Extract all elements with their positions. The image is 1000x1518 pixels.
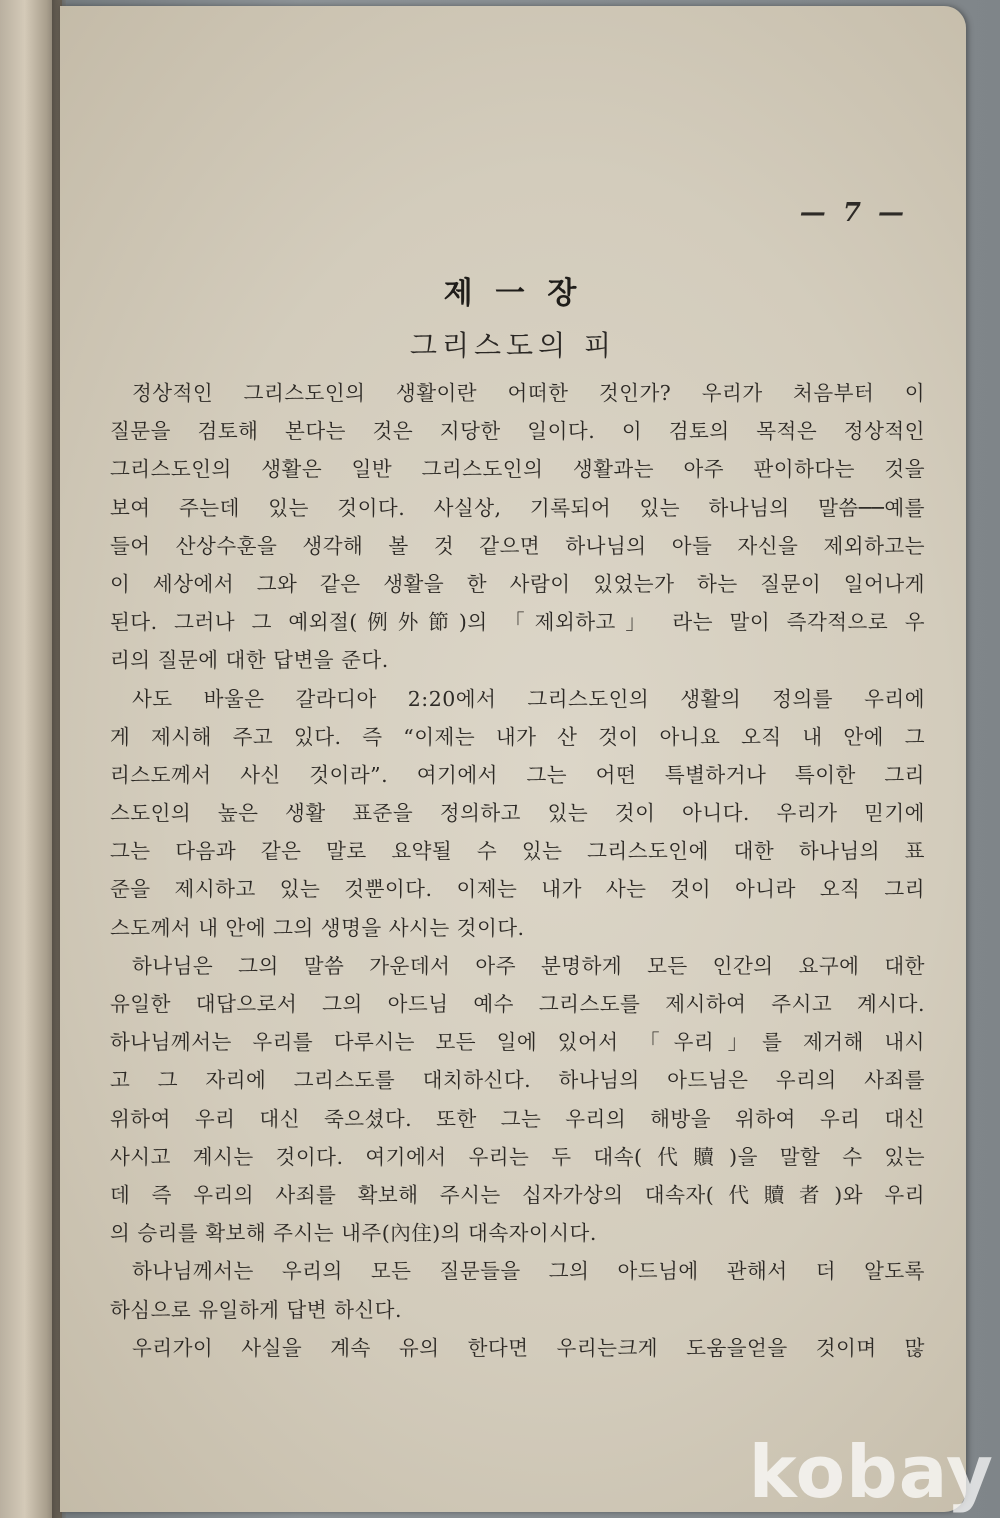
text-line: 보여 주는데 있는 것이다. 사실상, 기록되어 있는 하나님의 말씀──예를 — [110, 495, 925, 520]
kobay-watermark: kobay — [748, 1430, 994, 1514]
text-line: 그리스도인의 생활은 일반 그리스도인의 생활과는 아주 판이하다는 것을 — [110, 457, 925, 482]
text-line: 의 승리를 확보해 주시는 내주(內住)의 대속자이시다. — [110, 1221, 597, 1246]
text-line: 하심으로 유일하게 답변 하신다. — [110, 1297, 403, 1322]
text-line: 이 세상에서 그와 같은 생활을 한 사람이 있었는가 하는 질문이 일어나게 — [110, 571, 925, 596]
text-line: 게 제시해 주고 있다. 즉 “이제는 내가 산 것이 아니요 오직 내 안에 그 — [110, 724, 925, 749]
text-line: 유일한 대답으로서 그의 아드님 예수 그리스도를 제시하여 주시고 계시다. — [110, 992, 925, 1016]
text-line: 하나님께서는 우리의 모든 질문들을 그의 아드님에 관해서 더 알도록 — [132, 1259, 925, 1284]
text-line: 준을 제시하고 있는 것뿐이다. 이제는 내가 사는 것이 아니라 오직 그리 — [110, 877, 925, 902]
text-line: 사도 바울은 갈라디아 2:20에서 그리스도인의 생활의 정의를 우리에 — [132, 686, 925, 711]
text-line: 그는 다음과 같은 말로 요약될 수 있는 그리스도인에 대한 하나님의 표 — [110, 839, 925, 864]
text-line: 스도인의 높은 생활 표준을 정의하고 있는 것이 아니다. 우리가 믿기에 — [110, 801, 925, 826]
text-line: 사시고 계시는 것이다. 여기에서 우리는 두 대속(代贖)을 말할 수 있는 — [110, 1144, 925, 1169]
body-text — [110, 374, 925, 1367]
text-line: 리스도께서 사신 것이라”. 여기에서 그는 어떤 특별하거나 특이한 그리 — [110, 762, 925, 787]
book-page — [60, 6, 966, 1512]
chapter-subtitle: 그리스도의 피 — [409, 329, 617, 362]
chapter-title: 제 一 장 — [443, 276, 583, 311]
text-line: 하나님께서는 우리를 다루시는 모든 일에 있어서 「우리」를 제거해 내시 — [110, 1030, 925, 1055]
text-line: 된다. 그러나 그 예외절(例外節)의 「제외하고」 라는 말이 즉각적으로 우 — [110, 610, 925, 635]
text-line: 우리가이 사실을 계속 유의 한다면 우리는크게 도움을얻을 것이며 많 — [132, 1335, 925, 1360]
page-number: — 7 — — [799, 198, 908, 228]
text-line: 고 그 자리에 그리스도를 대치하신다. 하나님의 아드님은 우리의 사죄를 — [110, 1068, 925, 1093]
text-line: 들어 산상수훈을 생각해 볼 것 같으면 하나님의 아들 자신을 제외하고는 — [110, 533, 925, 558]
text-line: 위하여 우리 대신 죽으셨다. 또한 그는 우리의 해방을 위하여 우리 대신 — [110, 1106, 925, 1131]
text-line: 리의 질문에 대한 답변을 준다. — [110, 648, 389, 673]
text-line: 하나님은 그의 말씀 가운데서 아주 분명하게 모든 인간의 요구에 대한 — [132, 953, 925, 978]
text-line: 스도께서 내 안에 그의 생명을 사시는 것이다. — [110, 915, 525, 940]
text-line: 데 즉 우리의 사죄를 확보해 주시는 십자가상의 대속자(代贖者)와 우리 — [110, 1182, 925, 1207]
text-line: 질문을 검토해 본다는 것은 지당한 일이다. 이 검토의 목적은 정상적인 — [110, 419, 925, 444]
text-line: 정상적인 그리스도인의 생활이란 어떠한 것인가? 우리가 처음부터 이 — [132, 381, 925, 405]
